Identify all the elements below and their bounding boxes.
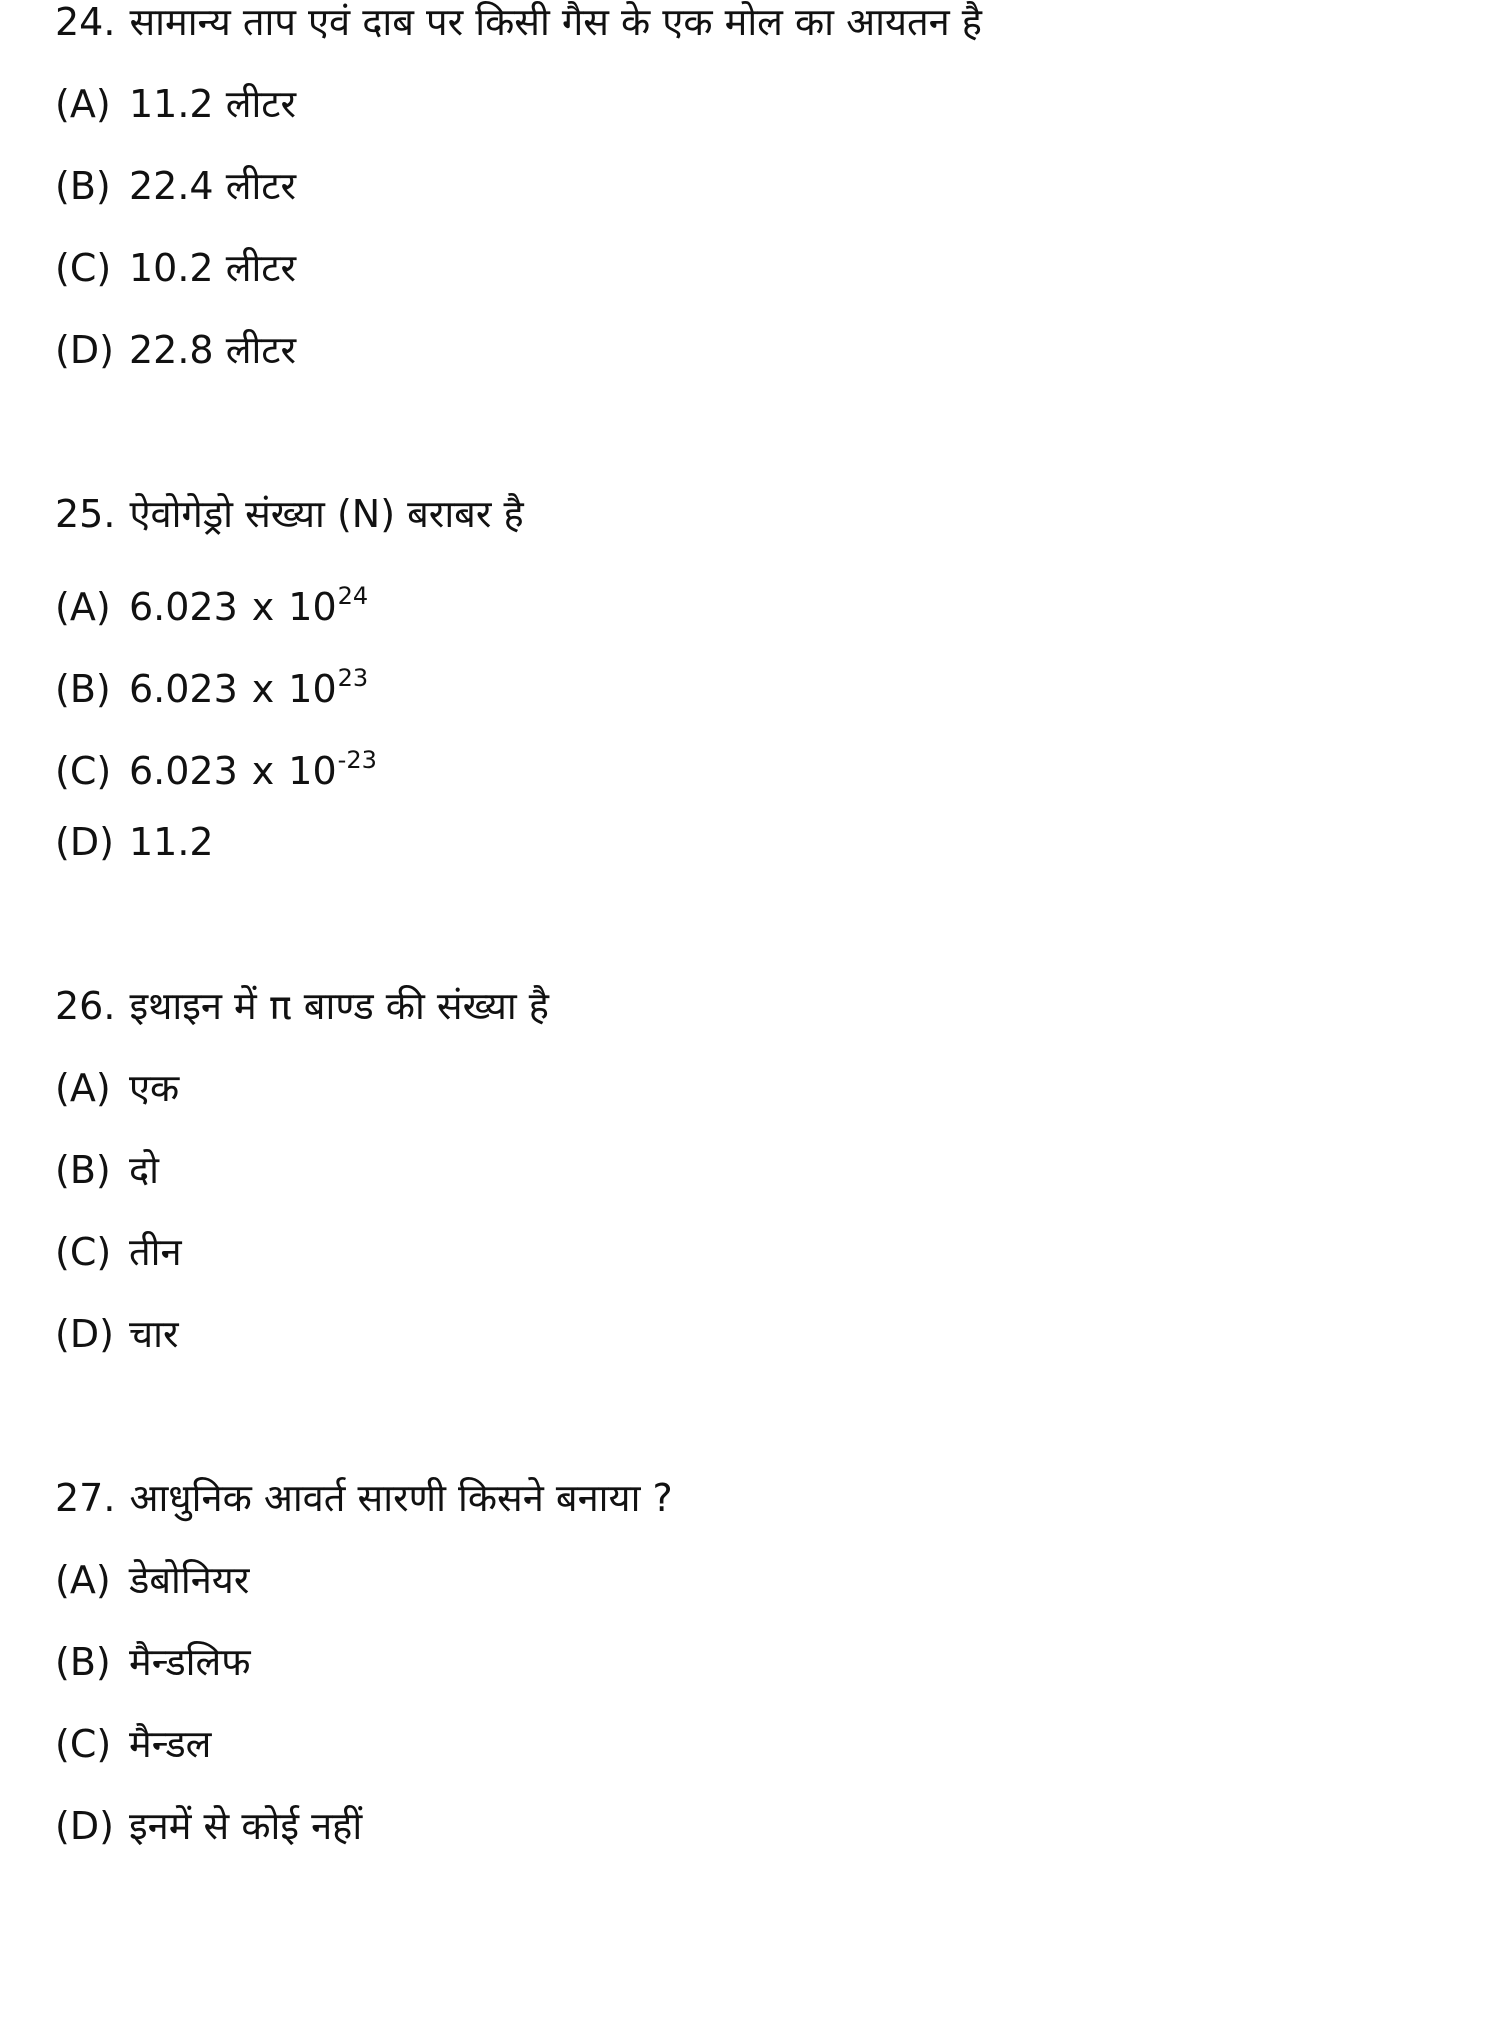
option-label: (C) [55, 1230, 112, 1274]
option-base: 10 [288, 667, 337, 711]
option-text: 22.4 लीटर [129, 164, 296, 208]
question-27 [55, 1468, 1455, 1878]
option-text: 22.8 लीटर [129, 328, 296, 372]
option-label: (C) [55, 1722, 112, 1766]
question-26 [55, 976, 1455, 1386]
option-d [55, 1796, 1455, 1878]
question-text: ऐवोगेड्रो संख्या (N) बराबर है [129, 492, 524, 536]
question-24 [55, 0, 1455, 402]
option-text: दो [129, 1148, 160, 1192]
question-stem [55, 0, 1455, 74]
option-label: (D) [55, 328, 114, 372]
question-text: सामान्य ताप एवं दाब पर किसी गैस के एक मोल का आयतन है [129, 0, 982, 44]
option-text: 10.2 लीटर [129, 246, 296, 290]
option-c [55, 1714, 1455, 1796]
option-text: मैन्डलिफ [129, 1640, 251, 1684]
option-text: मैन्डल [129, 1722, 212, 1766]
question-text: आधुनिक आवर्त सारणी किसने बनाया ? [129, 1476, 673, 1520]
option-label: (A) [55, 1558, 111, 1602]
question-number: 25. [55, 492, 116, 536]
question-number: 26. [55, 984, 116, 1028]
option-text: एक [129, 1066, 180, 1110]
option-b [55, 1140, 1455, 1222]
question-stem [55, 1468, 1455, 1550]
option-a [55, 1550, 1455, 1632]
option-text: 11.2 [129, 820, 214, 864]
option-mantissa: 6.023 [129, 585, 238, 629]
question-number: 24. [55, 0, 116, 44]
option-text: 11.2 लीटर [129, 82, 296, 126]
option-base: 10 [288, 749, 337, 793]
option-label: (A) [55, 1066, 111, 1110]
question-stem [55, 484, 1455, 566]
option-base: 10 [288, 585, 337, 629]
option-b [55, 648, 1455, 730]
option-exponent: 24 [337, 582, 369, 610]
question-text: इथाइन में π बाण्ड की संख्या है [129, 984, 549, 1028]
option-label: (A) [55, 82, 111, 126]
option-label: (B) [55, 164, 111, 208]
option-b [55, 1632, 1455, 1714]
question-number: 27. [55, 1476, 116, 1520]
option-d [55, 320, 1455, 402]
option-label: (C) [55, 246, 112, 290]
option-label: (C) [55, 749, 112, 793]
option-exponent: 23 [337, 664, 369, 692]
option-label: (B) [55, 1640, 111, 1684]
option-label: (B) [55, 1148, 111, 1192]
option-d [55, 1304, 1455, 1386]
option-text: चार [129, 1312, 179, 1356]
option-b [55, 156, 1455, 238]
option-d [55, 812, 1455, 894]
option-exponent: -23 [337, 746, 377, 774]
option-text: तीन [129, 1230, 182, 1274]
option-label: (B) [55, 667, 111, 711]
times-sign: x [251, 667, 275, 711]
question-25 [55, 484, 1455, 894]
option-text: डेबोनियर [129, 1558, 250, 1602]
option-label: (A) [55, 585, 111, 629]
option-a [55, 1058, 1455, 1140]
times-sign: x [251, 749, 275, 793]
option-text: इनमें से कोई नहीं [129, 1804, 363, 1848]
option-label: (D) [55, 820, 114, 864]
option-a [55, 74, 1455, 156]
option-mantissa: 6.023 [129, 749, 238, 793]
option-mantissa: 6.023 [129, 667, 238, 711]
option-label: (D) [55, 1804, 114, 1848]
question-stem [55, 976, 1455, 1058]
option-label: (D) [55, 1312, 114, 1356]
option-c [55, 1222, 1455, 1304]
option-c [55, 238, 1455, 320]
times-sign: x [251, 585, 275, 629]
option-a [55, 566, 1455, 648]
option-c [55, 730, 1455, 812]
